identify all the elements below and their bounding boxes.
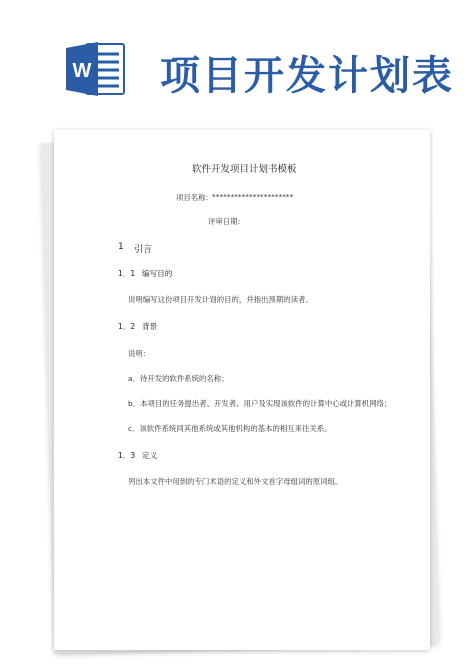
review-date-label: 评审日期: (208, 217, 241, 226)
section-1-2-title: 背景 (142, 322, 158, 331)
project-name-value: ********************** (212, 192, 294, 201)
section-1-title: 引言 (134, 245, 153, 255)
background-item-b: b．本项目的任务提出者、开发者、用户及实现该软件的计算中心或计算机网络； (128, 399, 392, 408)
section-1-1-body: 说明编写这份项目开发计划的目的，并指出预期的读者。 (128, 295, 313, 304)
project-name-label: 项目名称: (176, 193, 209, 202)
section-1-3-number: 1．3 (118, 451, 136, 460)
document-page (54, 130, 430, 650)
document-title: 软件开发项目计划书模板 (192, 164, 297, 175)
banner (0, 0, 474, 118)
background-item-c: c．该软件系统同其他系统或其他机构的基本的相互来往关系。 (128, 424, 332, 433)
word-icon-letter: W (72, 60, 92, 82)
banner-title: 项目开发计划表 (160, 53, 454, 99)
background-item-a: a．待开发的软件系统的名称； (128, 374, 229, 383)
section-1-1-number: 1．1 (118, 269, 136, 278)
word-document-icon (64, 40, 128, 98)
section-1-2-number: 1．2 (118, 322, 136, 331)
section-1-1-title: 编写目的 (142, 269, 173, 278)
section-1-3-body: 列出本文件中用到的专门术语的定义和外文首字母组词的原词组。 (128, 477, 343, 486)
section-1-2-intro: 说明： (128, 349, 151, 358)
section-1-number: 1 (118, 242, 124, 252)
section-1-3-title: 定义 (142, 451, 158, 460)
